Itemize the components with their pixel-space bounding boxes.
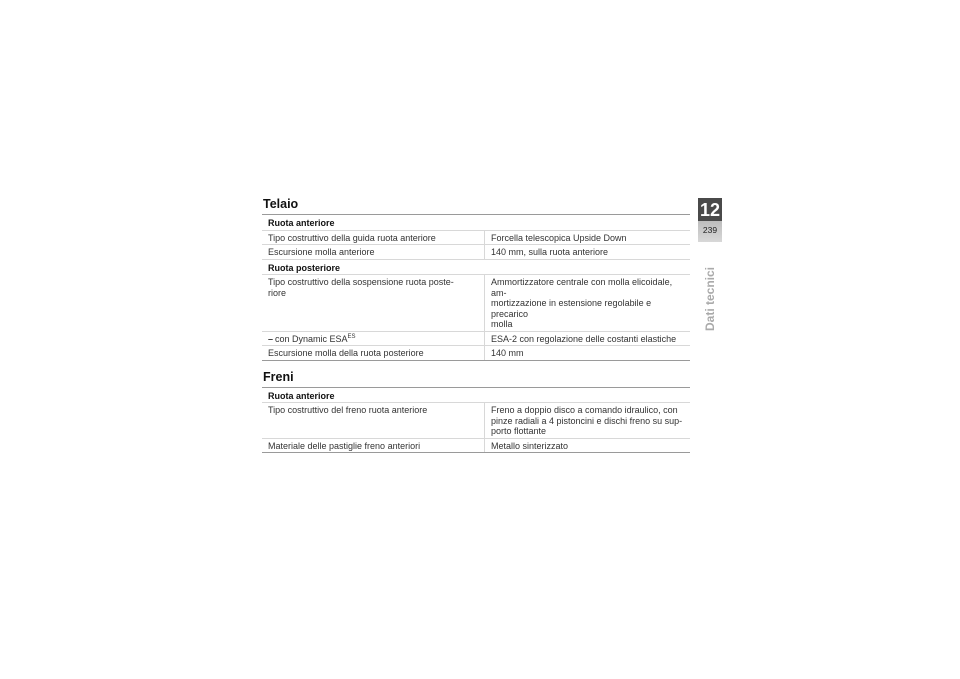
row-label: Escursione molla anteriore — [262, 245, 485, 260]
row-value — [485, 275, 691, 332]
section-side-text: Dati tecnici — [703, 266, 717, 332]
row-label — [262, 331, 485, 346]
esa-superscript: ES — [347, 333, 356, 340]
table-row — [262, 403, 690, 439]
page-content — [262, 196, 690, 453]
table-row — [262, 331, 690, 346]
value-line: mortizzazione in estensione regolabile e precarico — [491, 298, 652, 319]
value-line: porto flottante — [491, 426, 547, 436]
table-row — [262, 438, 690, 453]
front-wheel-header: Ruota anteriore — [262, 387, 690, 403]
label-line: Tipo costruttivo della sospensione ruota poste- — [268, 277, 454, 287]
row-label: Tipo costruttivo della guida ruota anteriore — [262, 230, 485, 245]
row-value: 140 mm, sulla ruota anteriore — [485, 245, 691, 260]
table-row — [262, 346, 690, 361]
freni-table — [262, 387, 690, 454]
row-value: Forcella telescopica Upside Down — [485, 230, 691, 245]
row-value: 140 mm — [485, 346, 691, 361]
row-value: ESA-2 con regolazione delle costanti elastiche — [485, 331, 691, 346]
page-number: 239 — [702, 225, 718, 235]
dash-bullet-icon: – — [268, 333, 274, 344]
label-line: riore — [268, 287, 287, 298]
table-header-row — [262, 259, 690, 275]
row-label — [262, 275, 485, 332]
row-value — [485, 403, 691, 439]
rear-wheel-header: Ruota posteriore — [262, 259, 690, 275]
table-row — [262, 230, 690, 245]
row-label: Tipo costruttivo del freno ruota anteriore — [262, 403, 485, 439]
row-label: Escursione molla della ruota posteriore — [262, 346, 485, 361]
value-line: Freno a doppio disco a comando idraulico, con — [491, 405, 678, 415]
chapter-tab — [698, 198, 722, 242]
table-row — [262, 275, 690, 332]
table-header-row — [262, 387, 690, 403]
chapter-number: 12 — [699, 200, 721, 220]
table-row — [262, 245, 690, 260]
esa-label: con Dynamic ESA — [275, 333, 348, 344]
value-line: molla — [491, 319, 513, 329]
row-label: Materiale delle pastiglie freno anteriori — [262, 438, 485, 453]
telaio-title: Telaio — [263, 197, 299, 211]
telaio-table — [262, 214, 690, 361]
value-line: Ammortizzatore centrale con molla elicoidale, am- — [491, 277, 673, 298]
front-wheel-header: Ruota anteriore — [262, 215, 690, 231]
table-header-row — [262, 215, 690, 231]
section-side-label — [700, 254, 720, 344]
freni-title: Freni — [263, 369, 294, 384]
value-line: pinze radiali a 4 pistoncini e dischi freno su sup- — [491, 415, 683, 426]
row-value: Metallo sinterizzato — [485, 438, 691, 453]
